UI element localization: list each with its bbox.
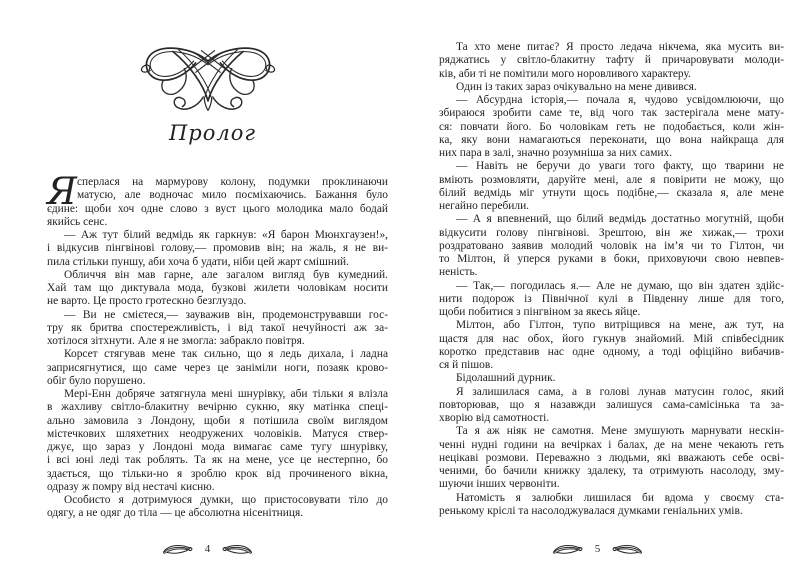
left-page-text bbox=[47, 170, 388, 521]
text-line: щастя для нас обох, його гукнув знайомий. Мій співбесідник bbox=[439, 332, 784, 345]
text-line: джує, що зараз у Лондоні мода вимагає саме тугу шнурівку, bbox=[47, 441, 388, 453]
text-line: — Так,— погодилась я.— Але не думаю, що він здатен здійс- bbox=[456, 279, 784, 292]
text-line: матусю, але водночас мило посміхаючись. Бажання було bbox=[77, 189, 388, 202]
text-line: Один із таких зараз очікувально на мене дивився. bbox=[456, 80, 697, 93]
text-line: в жахливу світло-блакитну вечірню сукню, яку матінка спеці- bbox=[47, 401, 388, 414]
text-line: здається, що тільки-но я зроблю крок від прочиненого вікна, bbox=[47, 467, 388, 480]
text-line: Я залишилася сама, а в голові лунав матусин голос, який bbox=[456, 385, 784, 398]
text-line: роздратовано заявив молодий чоловік на ім’я чи то Гілтон, чи bbox=[439, 239, 784, 252]
text-line: ально замовила з Лондону, щоби я потішила своїм виглядом bbox=[47, 414, 388, 427]
text-line: ся й пішов. bbox=[439, 359, 494, 371]
text-line: неність. bbox=[439, 266, 478, 279]
text-line: негайно перебили. bbox=[439, 200, 530, 212]
text-line: то Мілтон, й уперся руками в боки, приховуючи свою невпев- bbox=[439, 253, 784, 265]
text-line: повторював, що я назавжди залишуся сама-самісінька та за- bbox=[439, 398, 784, 411]
text-line: них пара в залі, значно розумніша за них самих. bbox=[439, 147, 673, 159]
paragraph bbox=[47, 170, 388, 229]
paragraph bbox=[439, 213, 784, 279]
text-line: ся: повчати його. Бо чоловікам геть не подобається, коли жін- bbox=[439, 120, 784, 133]
paragraph bbox=[439, 386, 784, 426]
text-line: Мері-Енн добряче затягнула мені шнурівку, аби тільки я влізла bbox=[64, 388, 388, 400]
text-line: — Навіть не беручи до уваги того факту, що тварини не bbox=[456, 160, 784, 173]
text-line: ченні нудні години на вечірках і балах, де на мене чекають геть bbox=[439, 438, 784, 451]
right-page-footer bbox=[425, 540, 770, 558]
paragraph bbox=[439, 81, 784, 94]
paragraph bbox=[47, 309, 388, 349]
text-line: Мілтон, або Гілтон, тупо витріщився на мене, аж тут, на bbox=[456, 319, 784, 332]
paragraph bbox=[439, 492, 784, 519]
paragraph bbox=[47, 348, 388, 388]
paragraph bbox=[439, 319, 784, 372]
text-line: якийсь сенс. bbox=[47, 215, 108, 228]
chapter-heading: Пролог bbox=[168, 121, 257, 145]
text-line: ків, аби ті не помітили мого норовливого характеру. bbox=[439, 67, 691, 80]
text-line: одягу, а не одяг до тіла — це абсолютна нісенітниця. bbox=[47, 507, 304, 520]
text-line: ренькому кріслі та насолоджувалася думками геніальних умів. bbox=[439, 504, 743, 517]
text-line: сперлася на мармурову колону, подумки проклинаючи bbox=[77, 176, 388, 188]
text-line: — Аж тут білий ведмідь як гаркнув: «Я барон Мюнхгаузен!», bbox=[64, 229, 388, 241]
page-number-left: 4 bbox=[204, 543, 211, 555]
text-line: обіг було порушено. bbox=[47, 374, 146, 387]
paragraph bbox=[47, 229, 388, 269]
footer-leaf-ornament-icon bbox=[611, 543, 643, 556]
text-line: — Ви не смієтеся,— зауважив він, продемонструвавши гос- bbox=[64, 308, 388, 321]
text-line: Бідолашний дурник. bbox=[456, 372, 556, 385]
footer-leaf-ornament-icon bbox=[221, 543, 253, 556]
text-line: єдине: щоби хоч одне слово з вуст цього молодика мало бодай bbox=[47, 202, 388, 215]
text-line: Та хто мене питає? Я просто ледача нікчема, яка мусить ви- bbox=[456, 41, 784, 53]
paragraph bbox=[439, 425, 784, 491]
text-line: нецікаві розмови. Переважно з людьми, які вважають себе осві- bbox=[439, 451, 784, 464]
page-number-right: 5 bbox=[594, 543, 601, 555]
text-line: Натомість я залюбки лишилася би вдома у своєму ста- bbox=[456, 491, 784, 504]
text-line: хотілося зітхнути. Але я не змогла: забракло повітря. bbox=[47, 335, 305, 347]
text-line: нити подорож із Північної кулі в Південну лише для того, bbox=[439, 292, 784, 305]
text-line: ченими, бо бачили книжку здалеку, та отримують насолоду, зму- bbox=[439, 465, 784, 477]
text-line: Корсет стягував мене так сильно, що я ледь дихала, і ладна bbox=[64, 348, 388, 361]
text-line: одразу ж помру від нестачі кисню. bbox=[47, 480, 215, 493]
text-line: і всі юні леді так роблять. Та як на мене, усе це нестерпно, бо bbox=[47, 454, 388, 467]
text-line: шуючи інших червоніти. bbox=[439, 478, 560, 491]
text-line: ка, яку вони намагаються переконати, що вона найкраща для bbox=[439, 133, 784, 146]
text-line: щоби побитися з пінгвіном за якесь яйце. bbox=[439, 306, 641, 318]
text-line: вміють розмовляти, даруйте мені, але я повірити не можу, що bbox=[439, 173, 784, 186]
text-line: заприсягнутися, що саме через це заніміли ноги, позаяк крово- bbox=[47, 361, 388, 374]
text-line: білий ведмідь міг утнути щось подібне,— сказала я, але мене bbox=[439, 186, 784, 199]
text-line: Особисто я дотримуюся думки, що пристосовувати тіло до bbox=[64, 494, 388, 506]
right-page-text bbox=[439, 41, 784, 518]
text-line: не варто. Це просто гротескно безглуздо. bbox=[47, 295, 247, 308]
paragraph bbox=[47, 269, 388, 309]
footer-leaf-ornament-icon bbox=[162, 543, 194, 556]
drop-cap: Я bbox=[47, 170, 77, 213]
paragraph bbox=[47, 494, 388, 521]
text-line: тру як бритва спостережливість, і від такої нечуйності аж за- bbox=[47, 321, 388, 334]
text-line: пила стільки пуншу, аби хоча б удати, ніби цей жарт смішний. bbox=[47, 255, 349, 268]
paragraph bbox=[439, 94, 784, 160]
text-line: — А я впевнений, що білий ведмідь достатньо могутній, щоби bbox=[456, 213, 784, 226]
text-line: коротко представив нас одне одному, а тоді офіційно вибачив- bbox=[439, 345, 784, 358]
text-line: — Абсурдна історія,— почала я, чудово усвідомлюючи, що bbox=[456, 94, 784, 106]
paragraph bbox=[439, 41, 784, 81]
text-line: Обличчя він мав гарне, але загалом вигляд був кумедний. bbox=[64, 268, 388, 281]
text-line: і відкусив пінгвінові голову,— промовив він; на жаль, я не ви- bbox=[47, 242, 388, 255]
paragraph bbox=[47, 388, 388, 494]
left-page-footer bbox=[37, 540, 378, 558]
paragraph bbox=[439, 280, 784, 320]
text-line: Хай там що диктувала мода, бузкові жилети чоловікам носити bbox=[47, 282, 388, 294]
text-line: містечкових шляхетних неодружених чоловіків. Матуся ствер- bbox=[47, 427, 388, 440]
text-line: хворію від самотності. bbox=[439, 412, 550, 424]
header-flourish-ornament bbox=[37, 42, 378, 118]
footer-leaf-ornament-icon bbox=[552, 543, 584, 556]
text-line: збираюся зробити саме те, від чого так застерігала мене мату- bbox=[439, 107, 784, 120]
paragraph bbox=[439, 160, 784, 213]
text-line: відкусити голову пінгвінові. Зрештою, він же хижак,— трохи bbox=[439, 226, 784, 239]
text-line: ряджатись у світло-блакитну тафту й причаровувати молоди- bbox=[439, 54, 784, 67]
paragraph bbox=[439, 372, 784, 385]
text-line: Та я аж ніяк не самотня. Мене змушують марнувати нескін- bbox=[456, 425, 784, 438]
